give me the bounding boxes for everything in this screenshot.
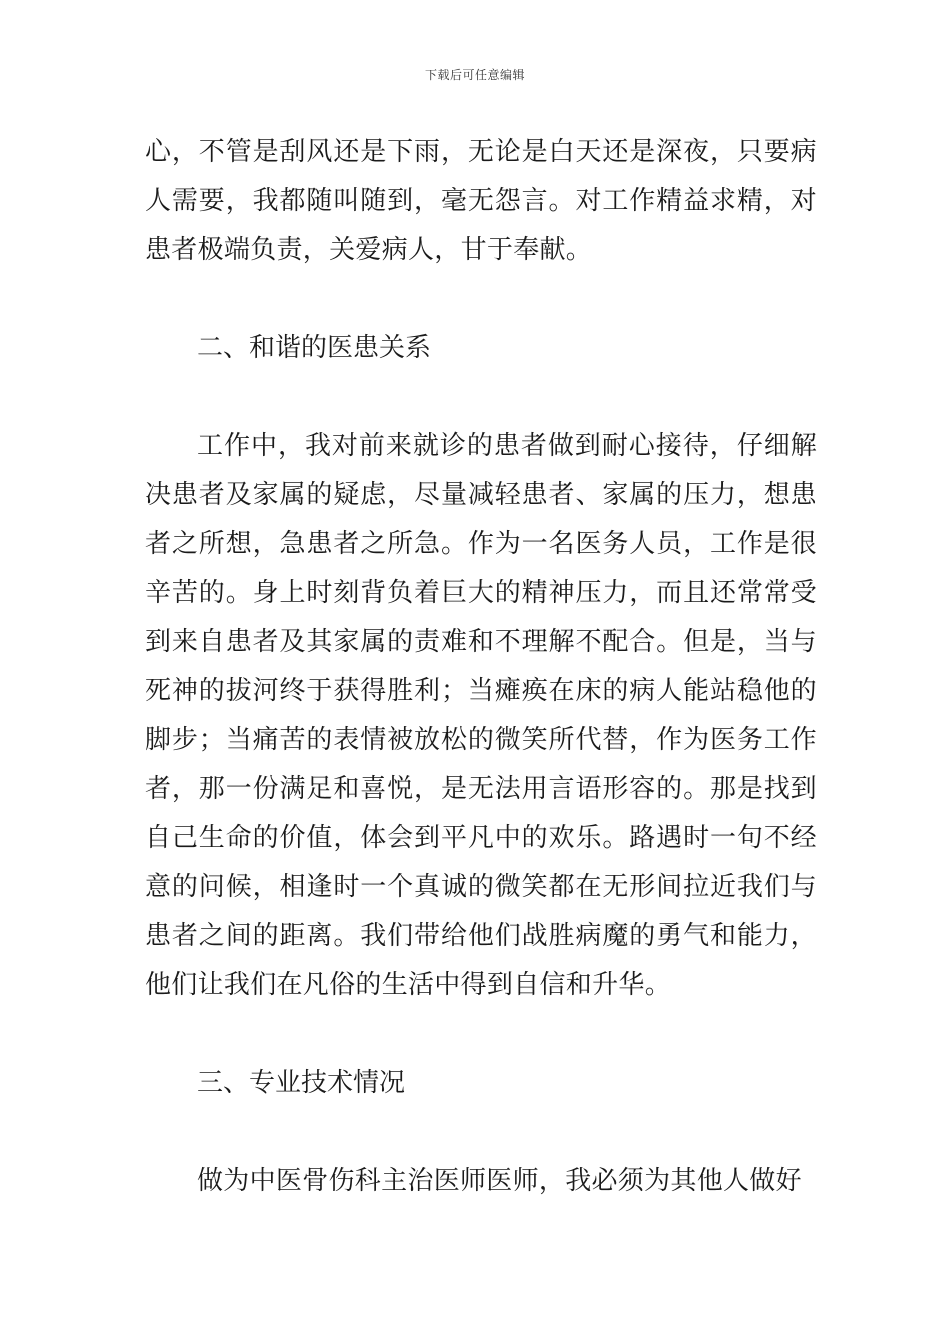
paragraph-line: 患者之间的距离。我们带给他们战胜病魔的勇气和能力，: [145, 921, 817, 951]
paragraph-line: 人需要，我都随叫随到，毫无怨言。对工作精益求精，对: [145, 186, 817, 216]
section-heading-3: 三、专业技术情况: [197, 1068, 406, 1098]
page-header: 下载后可任意编辑: [424, 68, 525, 82]
paragraph-1: [145, 128, 817, 275]
paragraph-line: 意的问候，相逢时一个真诚的微笑都在无形间拉近我们与: [145, 872, 817, 902]
section-heading-2: 二、和谐的医患关系: [197, 333, 432, 363]
paragraph-line: 者之所想，急患者之所急。作为一名医务人员，工作是很: [145, 529, 817, 559]
paragraph-spacer: [145, 275, 817, 324]
paragraph-line: 患者极端负责，关爱病人，甘于奉献。: [145, 235, 593, 265]
paragraph-line: 他们让我们在凡俗的生活中得到自信和升华。: [145, 970, 672, 1000]
paragraph-spacer: [145, 373, 817, 422]
paragraph-2: [145, 422, 817, 1010]
document-body: [145, 128, 817, 1206]
paragraph-line: 到来自患者及其家属的责难和不理解不配合。但是，当与: [145, 627, 817, 657]
paragraph-line: 辛苦的。身上时刻背负着巨大的精神压力，而且还常常受: [145, 578, 817, 608]
paragraph-spacer: [145, 1108, 817, 1157]
paragraph-line: 心，不管是刮风还是下雨，无论是白天还是深夜，只要病: [145, 137, 817, 167]
paragraph-line: 工作中，我对前来就诊的患者做到耐心接待，仔细解: [197, 431, 817, 461]
paragraph-line: 脚步；当痛苦的表情被放松的微笑所代替，作为医务工作: [145, 725, 817, 755]
paragraph-line: 死神的拔河终于获得胜利；当瘫痪在床的病人能站稳他的: [145, 676, 817, 706]
paragraph-line: 决患者及家属的疑虑，尽量减轻患者、家属的压力，想患: [145, 480, 817, 510]
paragraph-line: 者，那一份满足和喜悦，是无法用言语形容的。那是找到: [145, 774, 817, 804]
paragraph-line: 自己生命的价值，体会到平凡中的欢乐。路遇时一句不经: [145, 823, 817, 853]
paragraph-line: 做为中医骨伤科主治医师医师，我必须为其他人做好: [197, 1166, 802, 1196]
paragraph-spacer: [145, 1010, 817, 1059]
paragraph-3: [145, 1157, 817, 1206]
